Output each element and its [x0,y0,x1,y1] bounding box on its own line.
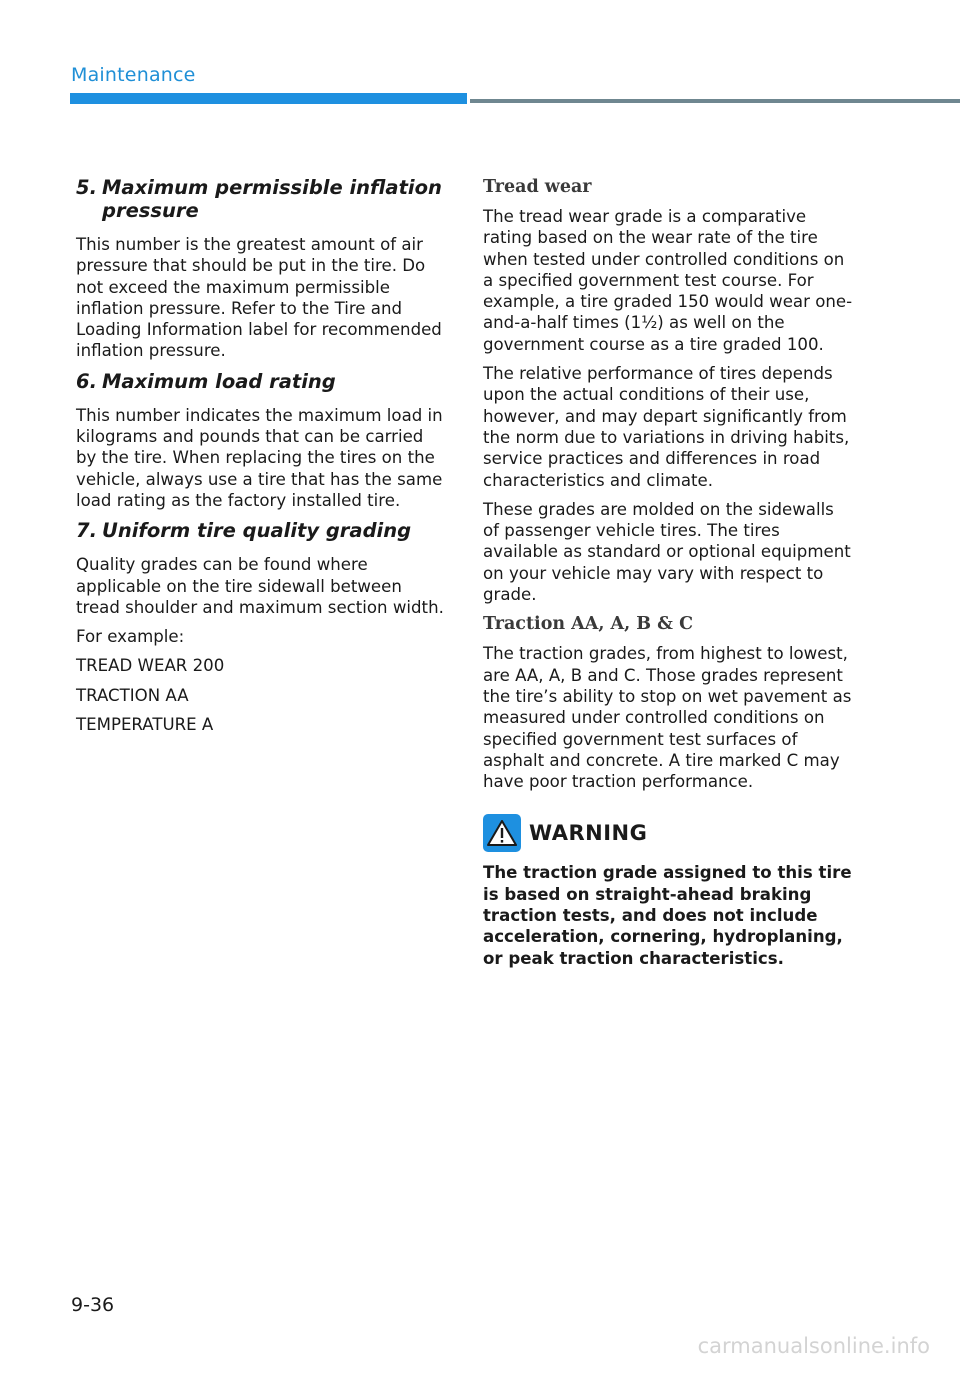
item-5-title: Maximum permissible inflation pressure [102,176,442,222]
warning-triangle-icon [483,814,521,852]
example-line: TEMPERATURE A [76,715,214,735]
page-number: 9-36 [71,1294,115,1316]
tread-wear-paragraph: The tread wear grade is a comparative rating based on the wear rate of the tire when tested under controlled conditions on a specified government test course. For example, a tire graded 150 would wear one-and-a-half times (1½) as well on the government course as a tire graded 100. [483,207,853,354]
warning-header [483,814,855,852]
item-6-title: Maximum load rating [102,369,336,393]
header-rule-accent [70,93,467,104]
item-5-number: 5. [76,176,97,199]
example-line: TREAD WEAR 200 [76,656,225,676]
traction-heading: Traction AA, A, B & C [483,614,693,635]
item-6-number: 6. [76,369,97,393]
left-column [76,176,448,743]
warning-body: The traction grade assigned to this tire is based on straight-ahead braking traction tests, and does not include acceleration, cornering, hydroplaning, or peak traction characteristics. [483,863,852,968]
item-7-title: Uniform tire quality grading [102,519,412,543]
item-6-heading [76,370,448,393]
watermark: carmanualsonline.info [697,1334,930,1358]
traction-body: The traction grades, from highest to lowest, are AA, A, B and C. Those grades represent the tire’s ability to stop on wet pavement as measured under controlled conditions on specified government test surfaces of asphalt and concrete. A tire marked C may have poor traction performance. [483,644,852,792]
header-rule-gray [470,99,960,103]
tread-wear-paragraph: These grades are molded on the sidewalls of passenger vehicle tires. The tires available as standard or optional equipment on your vehicle may vary with respect to grade. [483,499,851,605]
example-intro: For example: [76,627,185,647]
tread-wear-paragraph: The relative performance of tires depends upon the actual conditions of their use, however, and may depart significantly from the norm due to variations in driving habits, service practices and differences in road characteristics and climate. [483,364,850,490]
example-line: TRACTION AA [76,685,189,705]
item-7-number: 7. [76,519,97,543]
item-7-heading [76,519,448,542]
section-title: Maintenance [71,64,196,86]
item-5-heading [76,176,448,222]
item-7-body: Quality grades can be found where applicable on the tire sidewall between tread shoulder and maximum section width. [76,555,444,617]
warning-label: WARNING [529,821,648,846]
item-6-body: This number indicates the maximum load in kilograms and pounds that can be carried by the tire. When replacing the tires on the vehicle, always use a tire that has the same load rating as the factory installed tire. [76,405,443,510]
right-column [483,176,855,969]
item-5-body: This number is the greatest amount of air pressure that should be put in the tire. Do not exceed the maximum permissible inflation pressure. Refer to the Tire and Loading Information label for recommended inflation pressure. [76,235,442,361]
tread-wear-heading: Tread wear [483,177,592,197]
